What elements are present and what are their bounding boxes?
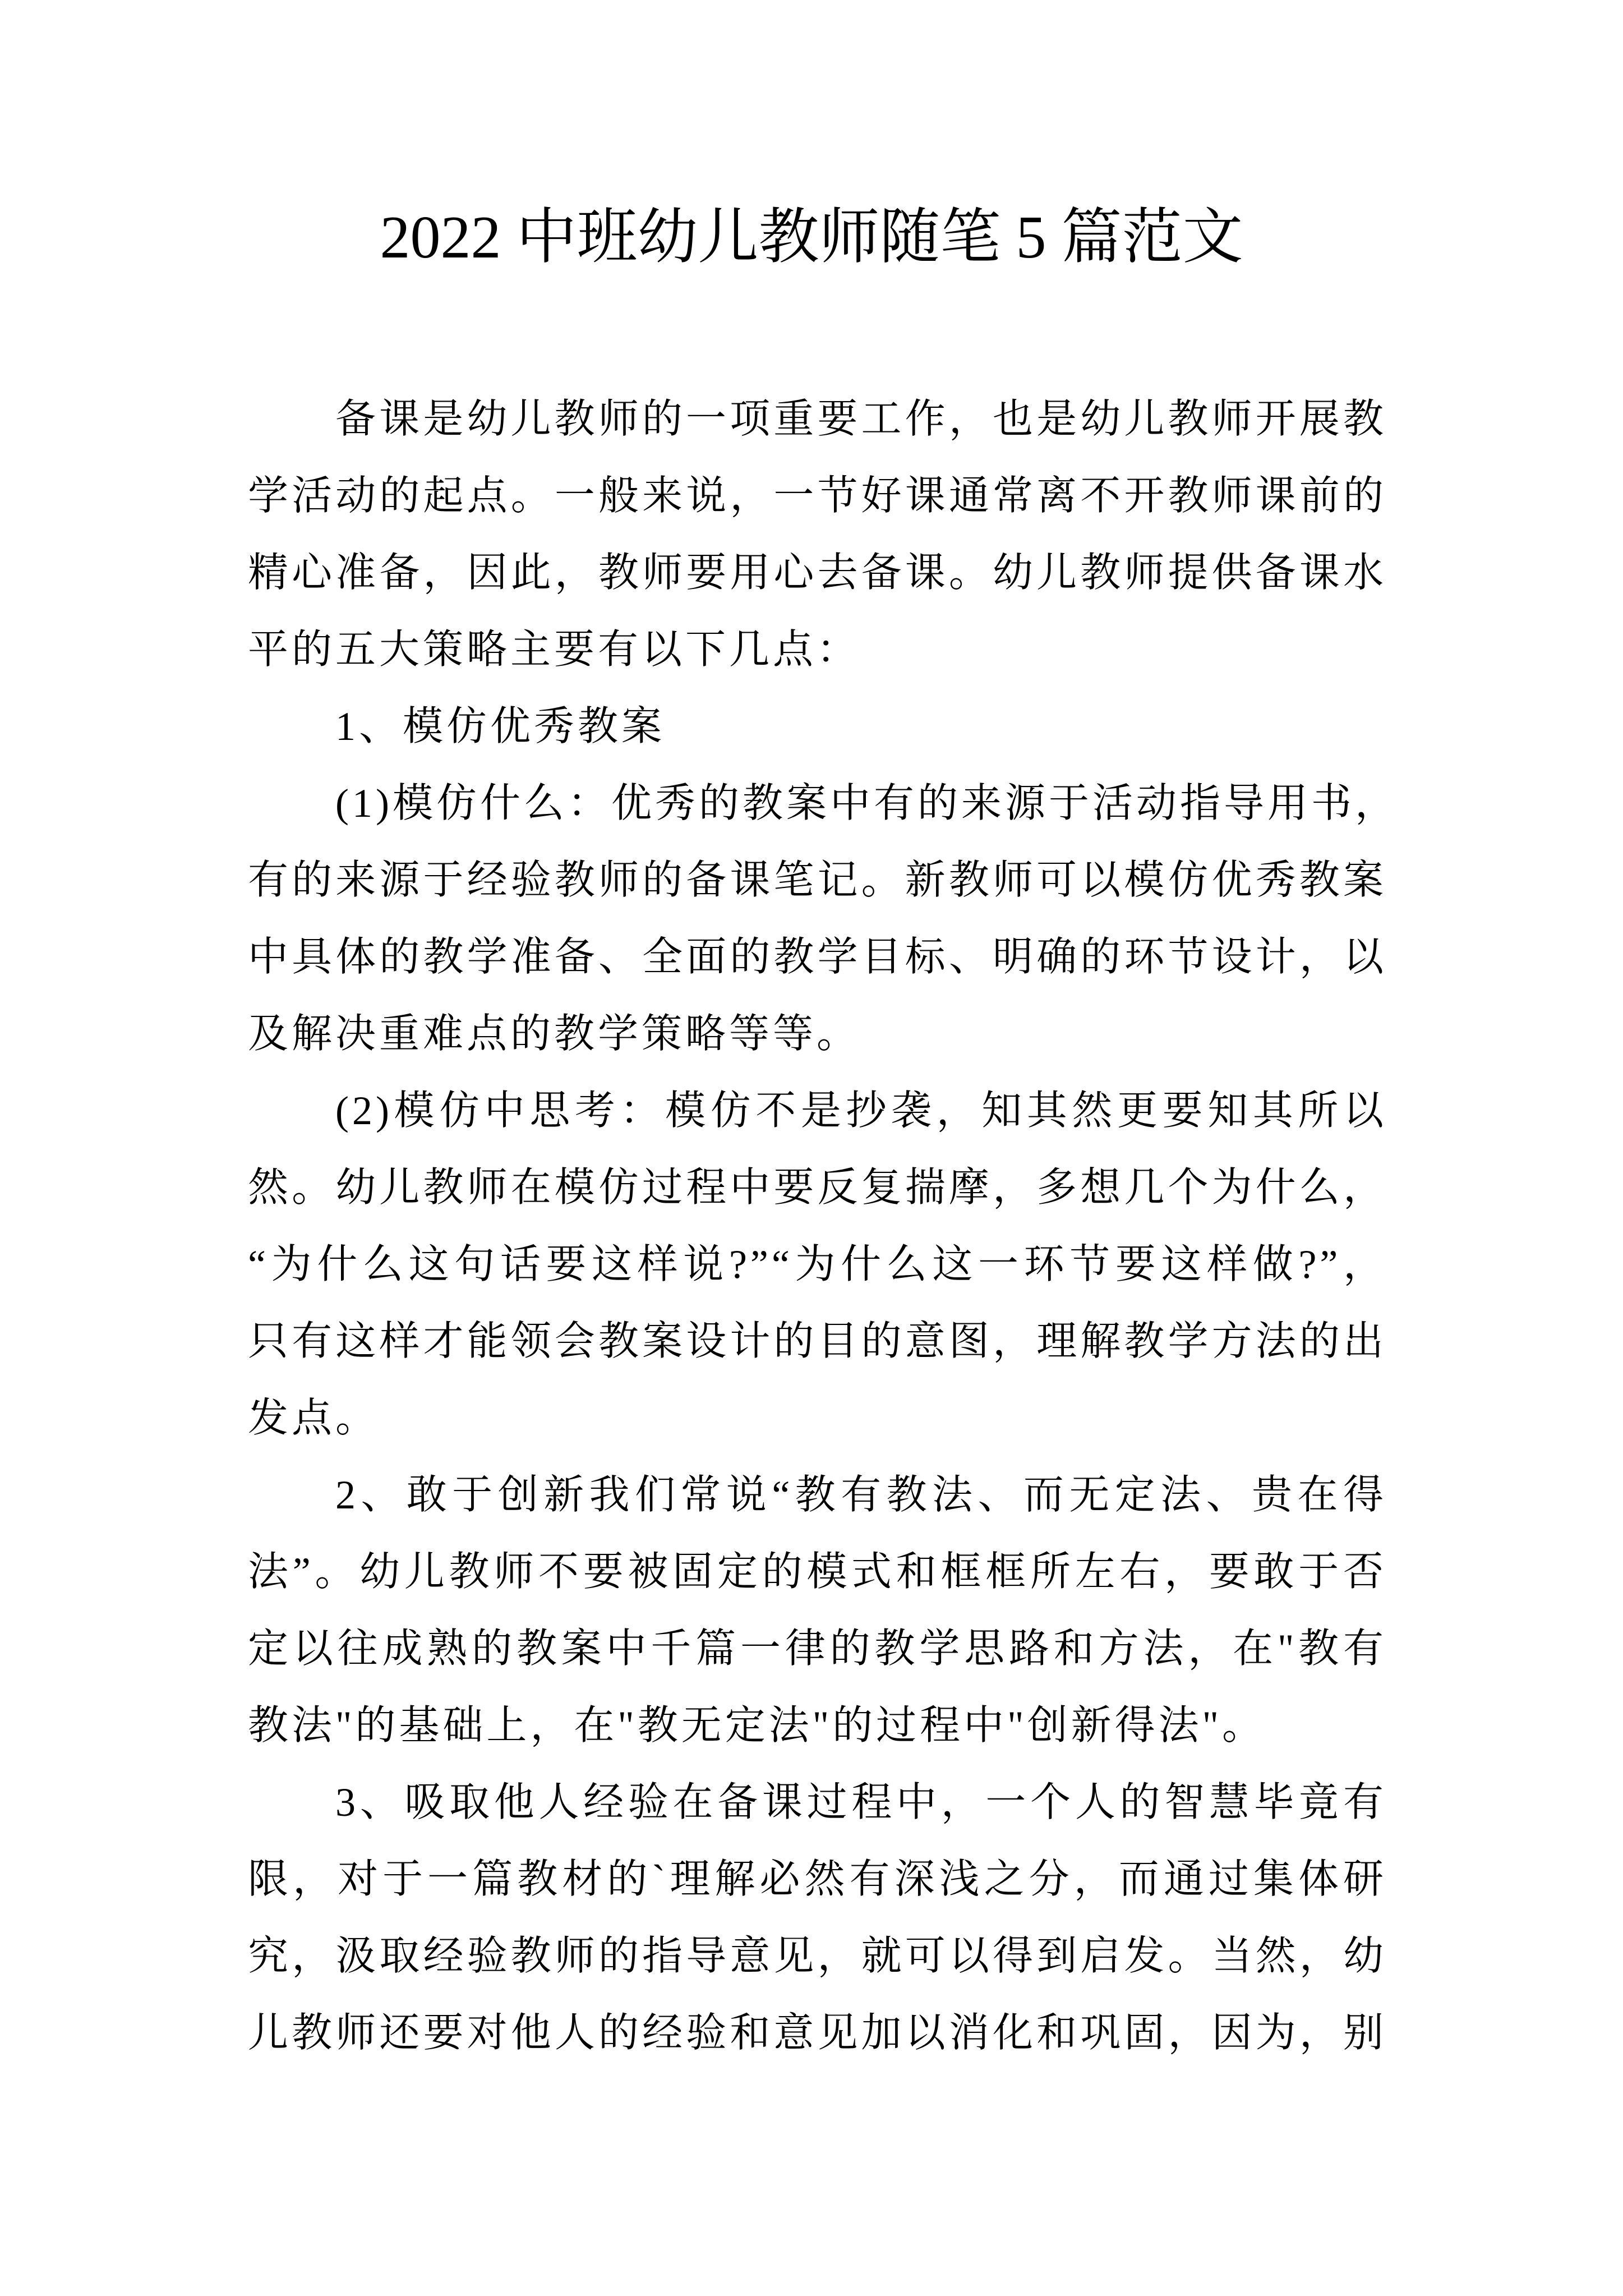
text-line: 有的来源于经验教师的备课笔记。新教师可以模仿优秀教案	[248, 858, 1387, 903]
text-line: 儿教师还要对他人的经验和意见加以消化和巩固，因为，别	[248, 2010, 1387, 2055]
text-line: (2)模仿中思考：模仿不是抄袭，知其然更要知其所以	[335, 1088, 1387, 1133]
paragraph	[248, 1764, 1387, 2072]
text-line: 发点。	[248, 1396, 380, 1441]
text-line: 备课是幼儿教师的一项重要工作，也是幼儿教师开展教	[335, 397, 1387, 441]
text-line: 究，汲取经验教师的指导意见，就可以得到启发。当然，幼	[248, 1934, 1387, 1978]
text-line: “为什么这句话要这样说?”“为什么这一环节要这样做?”，	[248, 1242, 1387, 1287]
text-line: 1、模仿优秀教案	[335, 704, 666, 749]
paragraph	[248, 1457, 1387, 1764]
document-body	[248, 381, 1399, 2072]
text-line: 学活动的起点。一般来说，一节好课通常离不开教师课前的	[248, 473, 1387, 518]
text-line: 及解决重难点的教学策略等等。	[248, 1011, 861, 1056]
text-line: 然。幼儿教师在模仿过程中要反复揣摩，多想几个为什么，	[248, 1165, 1387, 1210]
text-line: (1)模仿什么：优秀的教案中有的来源于活动指导用书，	[335, 781, 1399, 826]
paragraph	[248, 1073, 1387, 1457]
text-line: 2、敢于创新我们常说“教有教法、而无定法、贵在得	[335, 1473, 1387, 1517]
text-line: 精心准备，因此，教师要用心去备课。幼儿教师提供备课水	[248, 550, 1387, 595]
text-line: 平的五大策略主要有以下几点：	[248, 627, 861, 672]
text-line: 教法"的基础上，在"教无定法"的过程中"创新得法"。	[248, 1703, 1266, 1748]
section-heading	[248, 688, 1387, 765]
text-line: 只有这样才能领会教案设计的目的意图，理解教学方法的出	[248, 1319, 1387, 1364]
text-line: 中具体的教学准备、全面的教学目标、明确的环节设计，以	[248, 935, 1387, 979]
text-line: 定以往成熟的教案中千篇一律的教学思路和方法，在"教有	[248, 1626, 1387, 1671]
text-line: 法”。幼儿教师不要被固定的模式和框框所左右，要敢于否	[248, 1549, 1387, 1594]
paragraph	[248, 381, 1387, 688]
document-title: 2022 中班幼儿教师随笔 5 篇范文	[380, 204, 1243, 271]
text-line: 3、吸取他人经验在备课过程中，一个人的智慧毕竟有	[335, 1780, 1387, 1825]
paragraph	[248, 765, 1399, 1073]
text-line: 限，对于一篇教材的`理解必然有深浅之分，而通过集体研	[248, 1857, 1387, 1902]
